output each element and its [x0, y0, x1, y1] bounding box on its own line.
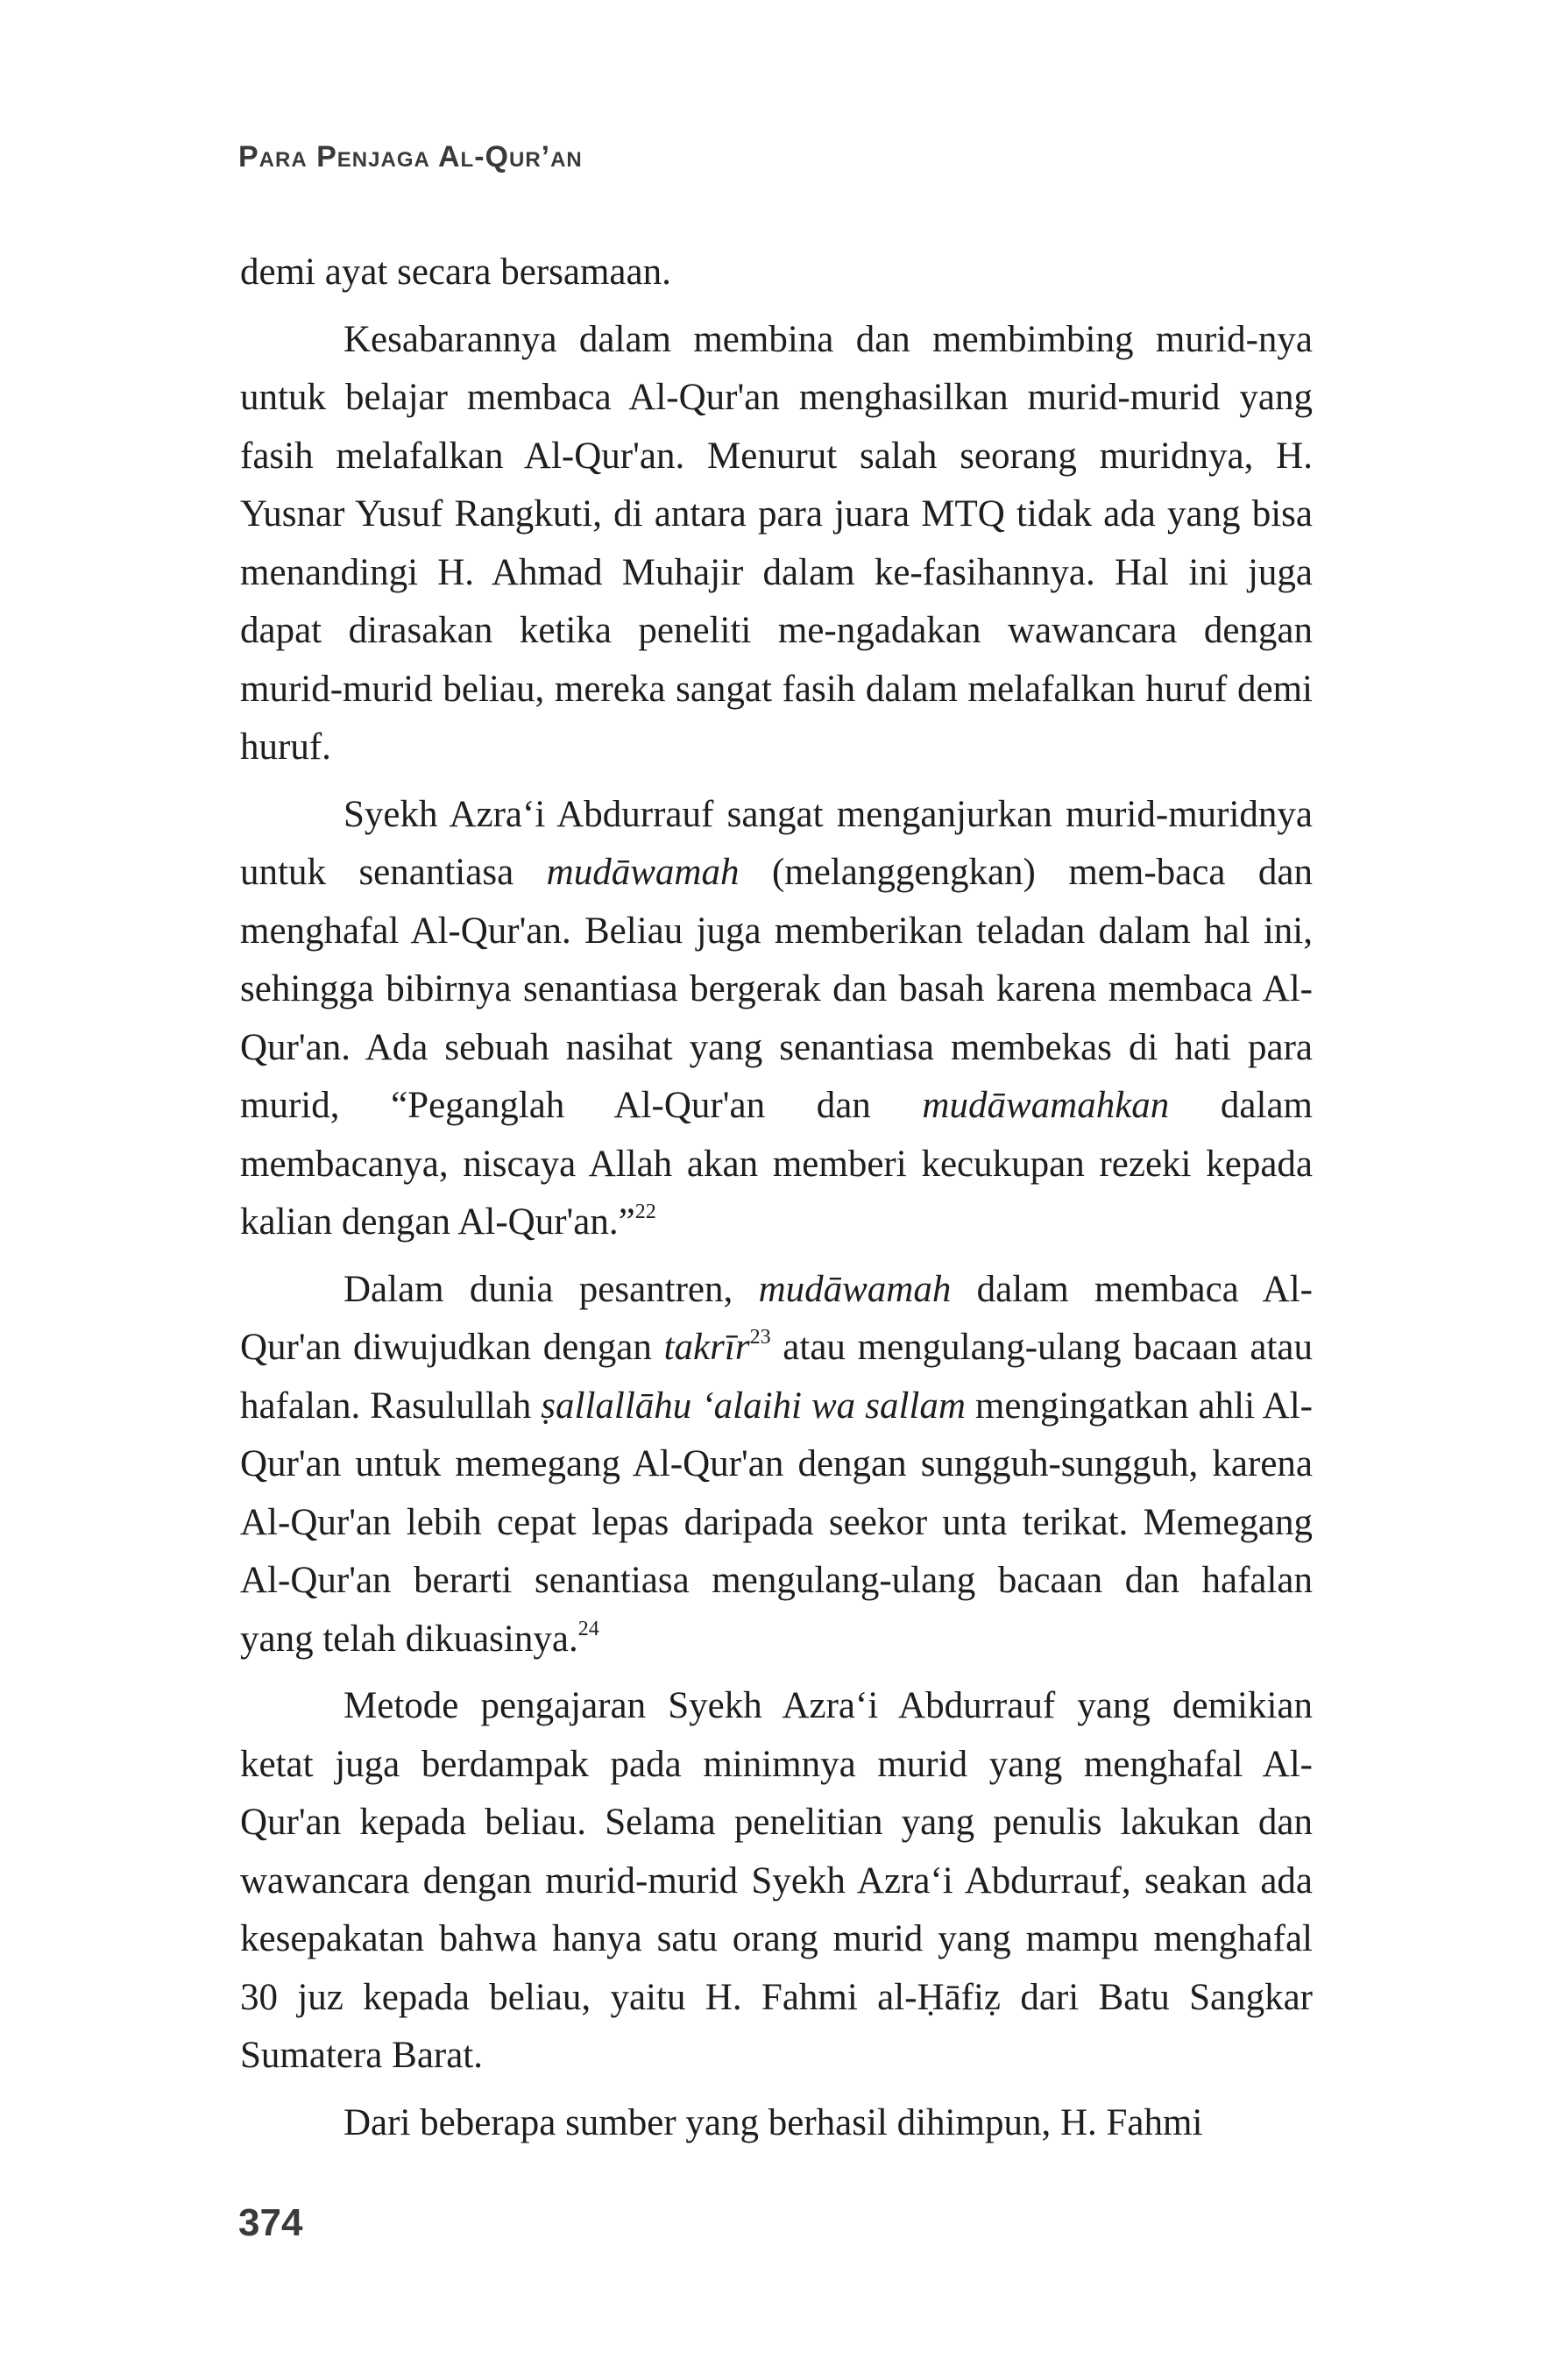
- running-header: Para Penjaga Al-Qur’an: [238, 140, 583, 174]
- text-run: Dalam dunia pesantren,: [343, 1268, 759, 1310]
- italic-term: mudāwamah: [758, 1268, 952, 1310]
- text-run: mengingatkan ahli Al-Qur'an untuk memegang Al-Qur'an dengan sungguh-sungguh, karena Al-Qur'an lebih cepat lepas daripada seekor unta terikat. Memegang Al-Qur'an berarti senantiasa mengulang-ulang bacaan dan hafalan yang telah dikuasinya.: [240, 1385, 1313, 1660]
- paragraph-3: [240, 1261, 1313, 1669]
- footnote-ref-23[interactable]: 23: [749, 1326, 771, 1349]
- paragraph-1: Kesabarannya dalam membina dan membimbing murid-nya untuk belajar membaca Al-Qur'an menghasilkan murid-murid yang fasih melafalkan Al-Qur'an. Menurut salah seorang muridnya, H. Yusnar Yusuf Rangkuti, di antara para juara MTQ tidak ada yang bisa menandingi H. Ahmad Muhajir dalam ke-fasihannya. Hal ini juga dapat dirasakan ketika peneliti me-ngadakan wawancara dengan murid-murid beliau, mereka sangat fasih dalam melafalkan huruf demi huruf.: [240, 318, 1313, 768]
- body-text: [240, 244, 1313, 2152]
- text-run: dalam membaca Al-Qur'an diwujudkan dengan: [240, 1268, 1314, 1368]
- italic-term: mudāwamahkan: [922, 1085, 1170, 1126]
- text-run: Syekh Azra‘i Abdurrauf sangat menganjurkan murid-muridnya untuk senantiasa: [240, 793, 1313, 893]
- paragraph-5: Dari beberapa sumber yang berhasil dihimpun, H. Fahmi: [343, 2101, 1203, 2143]
- paragraph-2: [240, 786, 1313, 1252]
- text-run: (melanggengkan) mem-baca dan menghafal Al-Qur'an. Beliau juga memberikan teladan dalam hal ini, sehingga bibirnya senantiasa bergerak dan basah karena membaca Al-Qur'an. Ada sebuah nasihat yang senantiasa membekas di hati para murid, “Peganglah Al-Qur'an dan: [240, 852, 1314, 1126]
- footnote-ref-24[interactable]: 24: [577, 1617, 599, 1640]
- text-run: dalam membacanya, niscaya Allah akan memberi kecukupan rezeki kepada kalian dengan Al-Qur'an.”: [240, 1085, 1313, 1243]
- italic-term: mudāwamah: [546, 852, 740, 893]
- italic-term: takrīr: [663, 1327, 750, 1368]
- page-number: 374: [238, 2201, 303, 2244]
- footnote-ref-22[interactable]: 22: [634, 1201, 656, 1223]
- text-run: atau mengulang-ulang bacaan atau hafalan. Rasulullah: [240, 1327, 1313, 1427]
- paragraph-4: Metode pengajaran Syekh Azra‘i Abdurrauf yang demikian ketat juga berdampak pada minimnya murid yang menghafal Al-Qur'an kepada beliau. Selama penelitian yang penulis lakukan dan wawancara dengan murid-murid Syekh Azra‘i Abdurrauf, seakan ada kesepakatan bahwa hanya satu orang murid yang mampu menghafal 30 juz kepada beliau, yaitu H. Fahmi al-Ḥāfiẓ dari Batu Sangkar Sumatera Barat.: [240, 1685, 1313, 2076]
- italic-term: ṣallallāhu ‘alaihi wa sallam: [541, 1385, 966, 1427]
- paragraph-continuation: demi ayat secara bersamaan.: [240, 251, 671, 293]
